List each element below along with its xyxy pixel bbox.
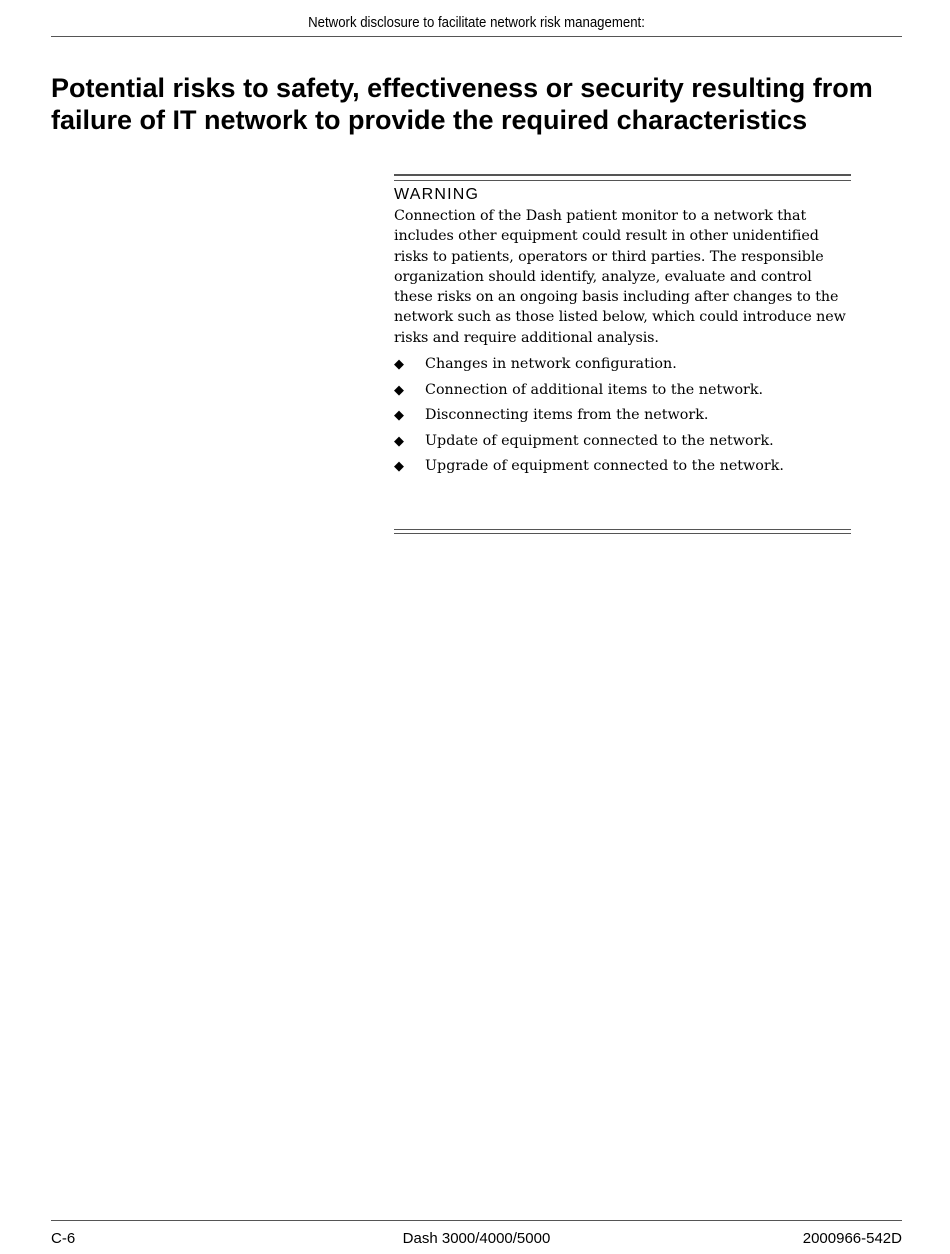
warning-top-rule bbox=[394, 174, 851, 181]
warning-box bbox=[394, 174, 851, 484]
list-item-text: Disconnecting items from the network. bbox=[425, 407, 709, 424]
footer-divider bbox=[51, 1220, 902, 1221]
list-item-text: Changes in network configuration. bbox=[425, 356, 677, 373]
document-number: 2000966-542D bbox=[802, 1230, 902, 1247]
product-name: Dash 3000/4000/5000 bbox=[402, 1230, 551, 1247]
list-item bbox=[394, 433, 851, 459]
diamond-bullet-icon: ◆ bbox=[394, 408, 404, 424]
page-number: C-6 bbox=[51, 1230, 76, 1247]
list-item-text: Connection of additional items to the network. bbox=[425, 381, 764, 398]
list-item bbox=[394, 407, 851, 433]
list-item bbox=[394, 356, 851, 382]
diamond-bullet-icon: ◆ bbox=[394, 382, 404, 398]
warning-bullet-list bbox=[394, 356, 851, 484]
header-divider bbox=[51, 36, 902, 37]
warning-label: WARNING bbox=[394, 186, 480, 203]
warning-bottom-rule bbox=[394, 529, 851, 534]
running-header: Network disclosure to facilitate network risk management: bbox=[308, 14, 645, 31]
page-footer bbox=[51, 1230, 902, 1248]
diamond-bullet-icon: ◆ bbox=[394, 357, 404, 373]
list-item bbox=[394, 458, 851, 484]
diamond-bullet-icon: ◆ bbox=[394, 459, 404, 475]
list-item bbox=[394, 382, 851, 408]
diamond-bullet-icon: ◆ bbox=[394, 433, 404, 449]
warning-text: Connection of the Dash patient monitor to a network that includes other equipment could result in other unidentified risks to patients, operators or third parties. The responsible organization should identify, analyze, evaluate and control these risks on an ongoing basis including after changes to the network such as those listed below, which could introduce new risks and require additional analysis. bbox=[394, 208, 846, 346]
section-title: Potential risks to safety, effectiveness or security resulting from failure of IT network to provide the required characteristics bbox=[51, 73, 873, 135]
list-item-text: Update of equipment connected to the network. bbox=[425, 432, 774, 449]
list-item-text: Upgrade of equipment connected to the network. bbox=[425, 458, 784, 475]
